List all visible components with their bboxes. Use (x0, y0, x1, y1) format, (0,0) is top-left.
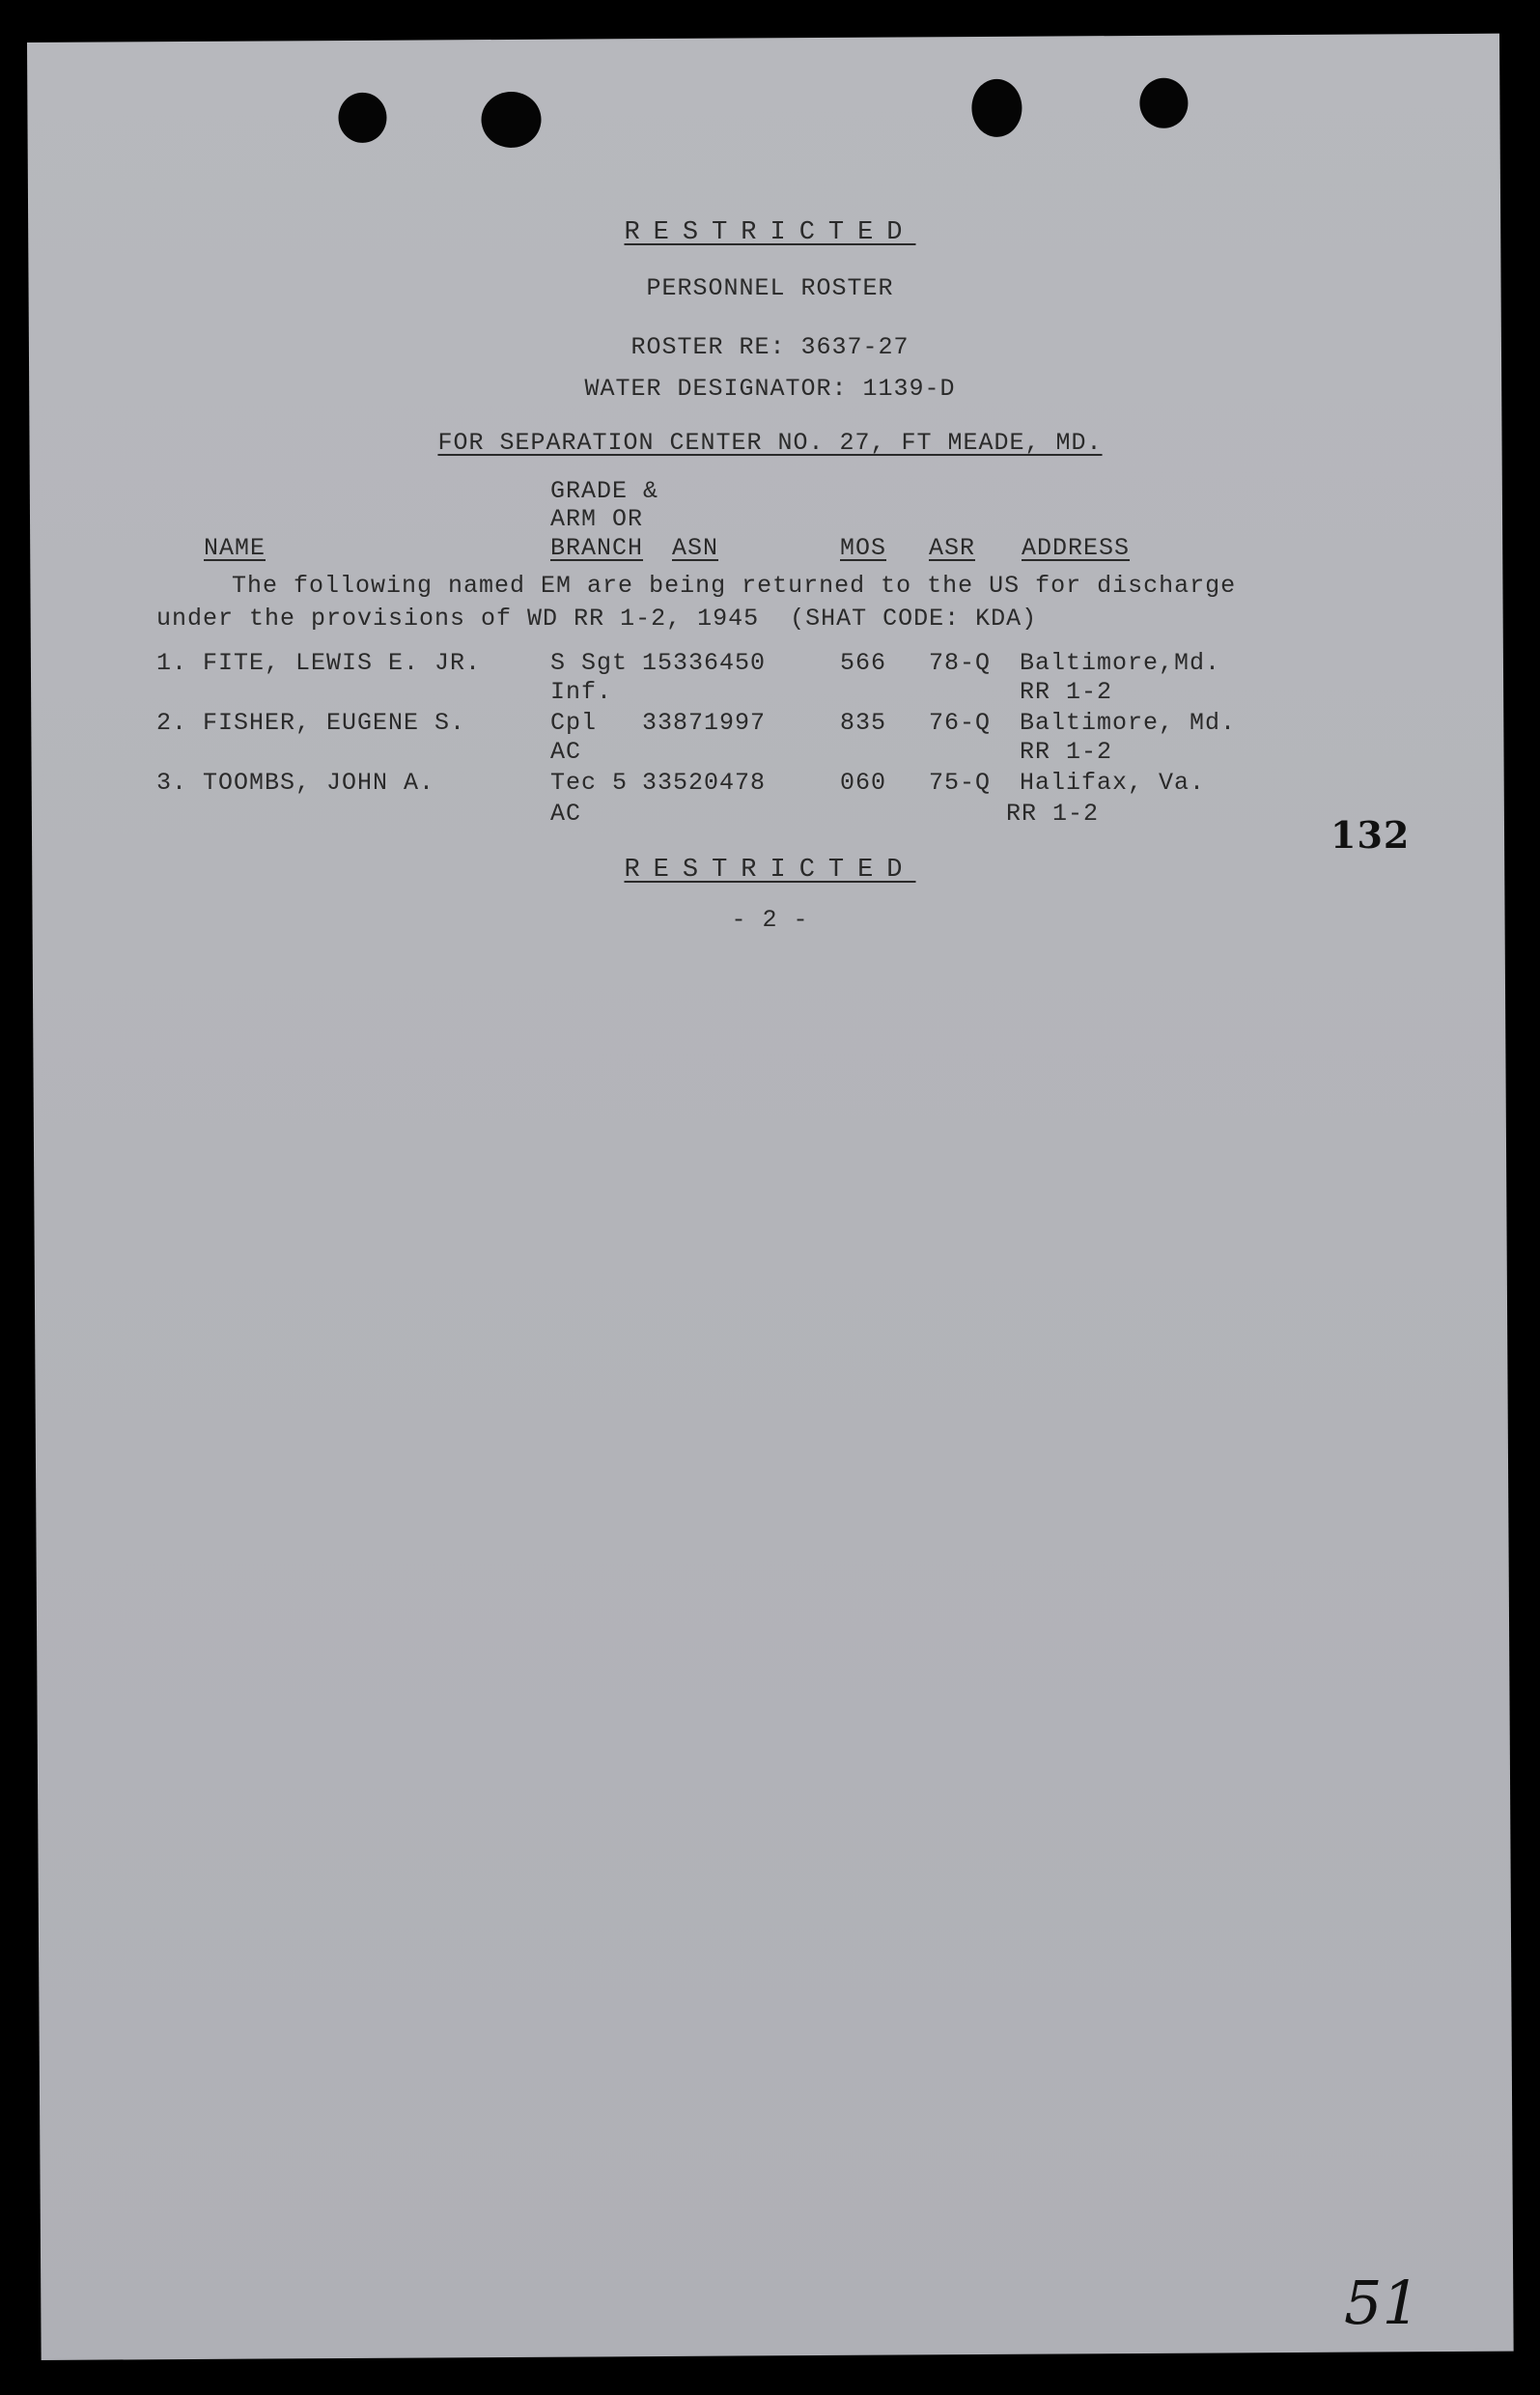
row-address: Baltimore,Md. (1020, 649, 1221, 677)
intro-line-1: The following named EM are being returned to the US for discharge (232, 572, 1237, 600)
punch-hole-4 (1139, 78, 1188, 128)
row-number: 2. (156, 709, 188, 737)
row-address-rr: RR 1-2 (1006, 800, 1100, 828)
col-header-asn: ASN (672, 534, 719, 562)
classification-footer: RESTRICTED (624, 856, 916, 885)
col-header-mos: MOS (840, 534, 887, 562)
row-mos: 060 (840, 769, 887, 797)
document-title: PERSONNEL ROSTER (646, 274, 894, 302)
row-branch: Inf. (550, 678, 613, 706)
row-number: 3. (156, 769, 188, 797)
page-number: - 2 - (731, 906, 809, 934)
row-grade: Cpl (550, 709, 598, 737)
row-asn: 15336450 (642, 649, 767, 677)
roster-reference: ROSTER RE: 3637-27 (630, 333, 910, 361)
stamped-page-number: 132 (1330, 813, 1411, 857)
col-header-asr: ASR (929, 534, 976, 562)
col-header-grade-1: GRADE & (550, 477, 659, 505)
intro-line-2: under the provisions of WD RR 1-2, 1945 (SHAT CODE: KDA) (156, 605, 1038, 633)
row-name: TOOMBS, JOHN A. (203, 769, 435, 797)
row-branch: AC (550, 800, 582, 828)
row-address-rr: RR 1-2 (1020, 738, 1113, 766)
row-grade: S Sgt (550, 649, 629, 677)
row-number: 1. (156, 649, 188, 677)
row-address-rr: RR 1-2 (1020, 678, 1113, 706)
destination-line: FOR SEPARATION CENTER NO. 27, FT MEADE, MD. (437, 429, 1103, 457)
handwritten-number: 51 (1344, 2268, 1420, 2338)
row-name: FITE, LEWIS E. JR. (203, 649, 482, 677)
row-address: Baltimore, Md. (1020, 709, 1237, 737)
col-header-grade-2: ARM OR (550, 505, 644, 533)
punch-hole-1 (338, 93, 386, 143)
row-asn: 33871997 (642, 709, 767, 737)
col-header-name: NAME (204, 534, 266, 562)
col-header-grade-3: BRANCH (550, 534, 644, 562)
punch-hole-2 (481, 92, 541, 148)
row-mos: 566 (840, 649, 887, 677)
row-asr: 76-Q (929, 709, 992, 737)
row-asr: 78-Q (929, 649, 992, 677)
row-asn: 33520478 (642, 769, 767, 797)
row-name: FISHER, EUGENE S. (203, 709, 466, 737)
row-mos: 835 (840, 709, 887, 737)
row-branch: AC (550, 738, 582, 766)
water-designator: WATER DESIGNATOR: 1139-D (584, 375, 956, 403)
row-asr: 75-Q (929, 769, 992, 797)
row-address: Halifax, Va. (1020, 769, 1206, 797)
row-grade: Tec 5 (550, 769, 629, 797)
punch-hole-3 (971, 79, 1022, 137)
classification-header: RESTRICTED (624, 218, 916, 247)
col-header-address: ADDRESS (1022, 534, 1131, 562)
